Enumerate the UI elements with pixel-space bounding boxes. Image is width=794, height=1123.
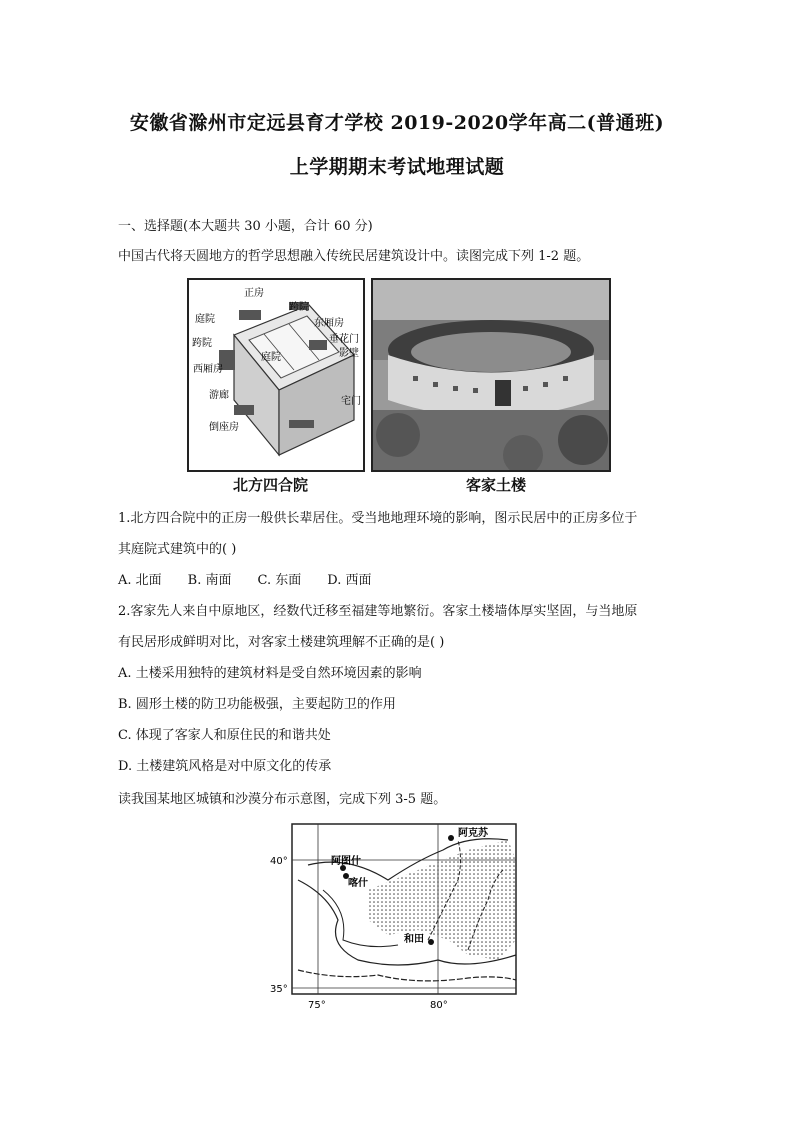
q1-option-a[interactable]: A. 北面 [118, 573, 162, 588]
q2-option-b[interactable]: B. 圆形土楼的防卫功能极强，主要起防卫的作用 [118, 697, 396, 712]
city-label-kashi: 喀什 [348, 878, 368, 889]
q2-option-a[interactable]: A. 土楼采用独特的建筑材料是受自然环境因素的影响 [118, 666, 422, 681]
q1-option-c[interactable]: C. 东面 [257, 573, 302, 588]
lat-label-35: 35° [270, 984, 288, 995]
map-drawing [268, 820, 530, 1020]
tulou-figure [371, 278, 611, 472]
q2-line-1: 2.客家先人来自中原地区，经数代迁移至福建等地繁衍。客家土楼墙体厚实坚固，与当地原 [118, 604, 638, 619]
city-label-hetian: 和田 [404, 934, 424, 945]
q1-line-1: 1.北方四合院中的正房一般供长辈居住。受当地地理环境的影响，图示民居中的正房多位于 [118, 511, 638, 526]
label-kuayuan-1: 跨院 [289, 302, 309, 313]
intro-paragraph-1: 中国古代将天圆地方的哲学思想融入传统民居建筑设计中。读图完成下列 1-2 题。 [118, 249, 590, 264]
title-line-1: 安徽省滁州市定远县育才学校 2019-2020学年高二(普通班) [129, 112, 665, 134]
lon-label-75: 75° [308, 1000, 326, 1011]
label-xixiangfang: 西厢房 [193, 364, 223, 375]
intro-paragraph-2: 读我国某地区城镇和沙漠分布示意图，完成下列 3-5 题。 [118, 792, 447, 807]
city-marker-hetian [428, 939, 434, 945]
label-chuihuamen: 垂花门 [329, 334, 359, 345]
label-zhengfang: 正房 [244, 288, 264, 299]
label-tingyuan-1: 庭院 [195, 314, 215, 325]
lon-label-80: 80° [430, 1000, 448, 1011]
label-daozuofang: 倒座房 [209, 422, 239, 433]
section-heading: 一、选择题(本大题共 30 小题，合计 60 分) [118, 219, 373, 234]
q1-line-2: 其庭院式建筑中的( ) [118, 542, 237, 557]
siheyuan-drawing [189, 280, 363, 470]
q2-line-2: 有民居形成鲜明对比，对客家土楼建筑理解不正确的是( ) [118, 635, 445, 650]
label-zhaimen: 宅门 [341, 396, 361, 407]
q2-option-c[interactable]: C. 体现了客家人和原住民的和谐共处 [118, 728, 331, 743]
label-kuayuan-2: 跨院 [192, 338, 212, 349]
siheyuan-caption: 北方四合院 [233, 476, 309, 494]
q2-option-d[interactable]: D. 土楼建筑风格是对中原文化的传承 [118, 759, 332, 774]
q1-options [118, 572, 397, 590]
city-label-akesu: 阿克苏 [458, 828, 488, 839]
city-label-atushi: 阿图什 [331, 856, 361, 867]
q1-option-d[interactable]: D. 西面 [327, 573, 372, 588]
tulou-photo [373, 280, 609, 470]
tulou-caption: 客家土楼 [466, 476, 527, 494]
label-yingbi: 影壁 [339, 348, 359, 359]
title-line-2: 上学期期末考试地理试题 [289, 156, 505, 178]
lat-label-40: 40° [270, 856, 288, 867]
siheyuan-figure [187, 278, 365, 472]
city-marker-akesu [448, 835, 454, 841]
label-dongxiangfang: 东厢房 [314, 318, 344, 329]
label-youlang: 游廊 [209, 390, 229, 401]
q1-option-b[interactable]: B. 南面 [187, 573, 232, 588]
desert-map [268, 820, 530, 1020]
label-tingyuan-2: 庭院 [261, 352, 281, 363]
